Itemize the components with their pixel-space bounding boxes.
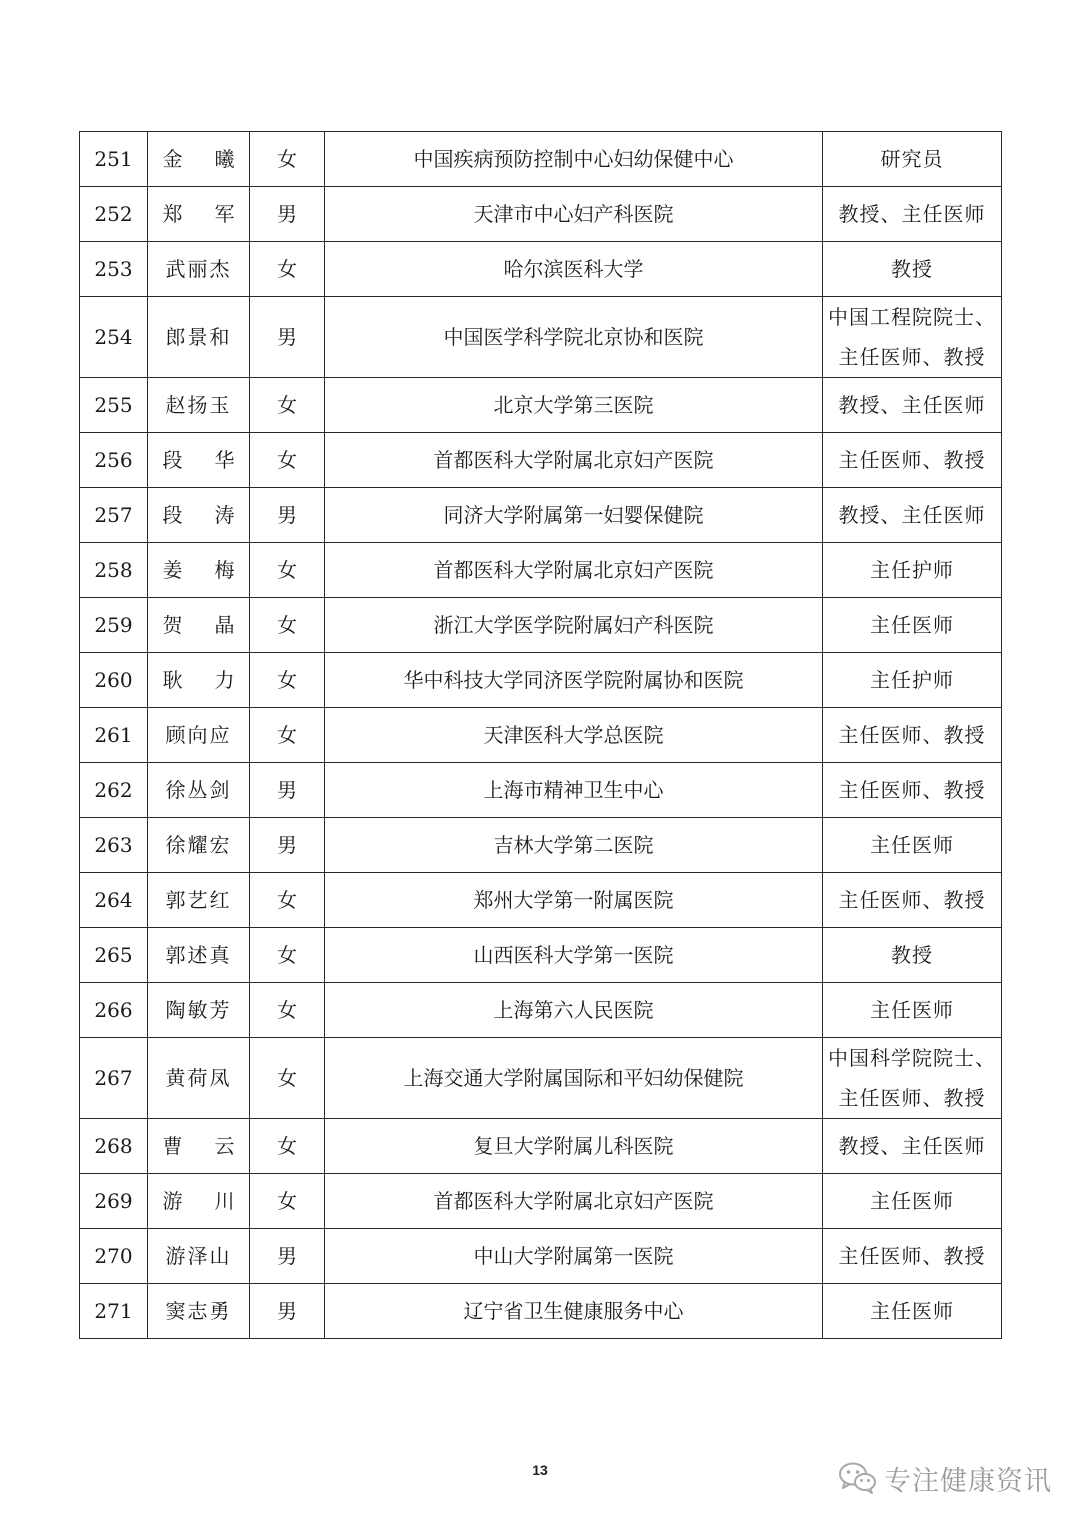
gender: 女	[250, 1174, 325, 1229]
title-line: 教授、主任医师	[838, 503, 986, 527]
professional-title	[823, 488, 1002, 543]
title-line: 主任医师、教授	[838, 448, 986, 472]
professional-title	[823, 708, 1002, 763]
row-number: 254	[80, 297, 148, 378]
gender: 男	[250, 818, 325, 873]
person-name: 郭述真	[148, 928, 250, 983]
name-char: 郑	[162, 202, 183, 226]
name-char: 金	[162, 147, 183, 171]
name-char: 军	[214, 202, 235, 226]
name-char: 晶	[214, 613, 235, 637]
title-line: 主任医师	[870, 613, 954, 637]
institution: 上海第六人民医院	[325, 983, 823, 1038]
professional-title	[823, 1038, 1002, 1119]
row-number: 258	[80, 543, 148, 598]
name-char: 段	[162, 448, 183, 472]
title-line: 主任护师	[870, 558, 954, 582]
title-line: 教授、主任医师	[838, 1134, 986, 1158]
wechat-icon	[838, 1461, 878, 1495]
institution: 辽宁省卫生健康服务中心	[325, 1284, 823, 1339]
title-line: 主任医师	[870, 833, 954, 857]
table-row	[80, 763, 1002, 818]
institution: 中山大学附属第一医院	[325, 1229, 823, 1284]
professional-title	[823, 873, 1002, 928]
table-row	[80, 818, 1002, 873]
institution: 山西医科大学第一医院	[325, 928, 823, 983]
name-char: 耿	[162, 668, 183, 692]
institution: 天津医科大学总医院	[325, 708, 823, 763]
professional-title	[823, 818, 1002, 873]
institution: 首都医科大学附属北京妇产医院	[325, 433, 823, 488]
table-row	[80, 873, 1002, 928]
person-name: 赵扬玉	[148, 378, 250, 433]
professional-title	[823, 1119, 1002, 1174]
title-line: 主任医师	[870, 998, 954, 1022]
table-row	[80, 598, 1002, 653]
person-name: 徐耀宏	[148, 818, 250, 873]
professional-title	[823, 928, 1002, 983]
person-name: 郎景和	[148, 297, 250, 378]
row-number: 263	[80, 818, 148, 873]
gender: 女	[250, 928, 325, 983]
professional-title	[823, 1174, 1002, 1229]
title-line: 研究员	[880, 147, 944, 171]
institution: 吉林大学第二医院	[325, 818, 823, 873]
professional-title	[823, 378, 1002, 433]
title-line: 主任医师、教授	[838, 1244, 986, 1268]
professional-title	[823, 543, 1002, 598]
table-row	[80, 708, 1002, 763]
person-name	[148, 1174, 250, 1229]
title-line: 主任医师	[870, 1189, 954, 1213]
person-name	[148, 1119, 250, 1174]
title-line: 主任医师、教授	[838, 888, 986, 912]
row-number: 271	[80, 1284, 148, 1339]
table-row	[80, 983, 1002, 1038]
row-number: 257	[80, 488, 148, 543]
name-char: 曹	[162, 1134, 183, 1158]
name-char: 段	[162, 503, 183, 527]
institution: 上海交通大学附属国际和平妇幼保健院	[325, 1038, 823, 1119]
professional-title	[823, 653, 1002, 708]
gender: 女	[250, 708, 325, 763]
title-line: 主任医师	[870, 1299, 954, 1323]
gender: 男	[250, 187, 325, 242]
title-line: 主任医师、教授	[838, 345, 986, 369]
table-row	[80, 378, 1002, 433]
row-number: 265	[80, 928, 148, 983]
professional-title	[823, 433, 1002, 488]
institution: 上海市精神卫生中心	[325, 763, 823, 818]
watermark-text: 专注健康资讯	[884, 1465, 1052, 1497]
institution: 天津市中心妇产科医院	[325, 187, 823, 242]
institution: 北京大学第三医院	[325, 378, 823, 433]
gender: 女	[250, 1119, 325, 1174]
person-name: 陶敏芳	[148, 983, 250, 1038]
person-name: 游泽山	[148, 1229, 250, 1284]
gender: 女	[250, 543, 325, 598]
row-number: 266	[80, 983, 148, 1038]
row-number: 264	[80, 873, 148, 928]
gender: 男	[250, 763, 325, 818]
gender: 女	[250, 1038, 325, 1119]
title-line: 主任医师、教授	[838, 1086, 986, 1110]
person-name: 徐丛剑	[148, 763, 250, 818]
person-name: 窦志勇	[148, 1284, 250, 1339]
row-number: 251	[80, 132, 148, 187]
institution: 哈尔滨医科大学	[325, 242, 823, 297]
institution: 中国疾病预防控制中心妇幼保健中心	[325, 132, 823, 187]
professional-title	[823, 297, 1002, 378]
table-row	[80, 543, 1002, 598]
professional-title	[823, 1229, 1002, 1284]
name-char: 川	[214, 1189, 235, 1213]
title-line: 主任医师、教授	[838, 778, 986, 802]
name-char: 贺	[162, 613, 183, 637]
institution: 同济大学附属第一妇婴保健院	[325, 488, 823, 543]
professional-title	[823, 1284, 1002, 1339]
gender: 女	[250, 132, 325, 187]
title-line: 中国工程院院士、	[828, 305, 996, 329]
institution: 华中科技大学同济医学院附属协和医院	[325, 653, 823, 708]
table-row	[80, 433, 1002, 488]
row-number: 270	[80, 1229, 148, 1284]
table-row	[80, 1174, 1002, 1229]
table-row	[80, 297, 1002, 378]
row-number: 260	[80, 653, 148, 708]
name-char: 曦	[214, 147, 235, 171]
person-name: 顾向应	[148, 708, 250, 763]
professional-title	[823, 763, 1002, 818]
institution: 首都医科大学附属北京妇产医院	[325, 543, 823, 598]
person-name	[148, 132, 250, 187]
roster-body	[80, 132, 1002, 1339]
professional-title	[823, 132, 1002, 187]
row-number: 269	[80, 1174, 148, 1229]
institution: 浙江大学医学院附属妇产科医院	[325, 598, 823, 653]
title-line: 教授、主任医师	[838, 393, 986, 417]
institution: 首都医科大学附属北京妇产医院	[325, 1174, 823, 1229]
person-name: 黄荷凤	[148, 1038, 250, 1119]
name-char: 华	[214, 448, 235, 472]
gender: 男	[250, 488, 325, 543]
expert-roster-table	[79, 131, 1002, 1339]
gender: 女	[250, 873, 325, 928]
table-row	[80, 187, 1002, 242]
name-char: 涛	[214, 503, 235, 527]
table-row	[80, 242, 1002, 297]
gender: 女	[250, 378, 325, 433]
title-line: 教授	[891, 257, 933, 281]
title-line: 教授、主任医师	[838, 202, 986, 226]
row-number: 255	[80, 378, 148, 433]
title-line: 教授	[891, 943, 933, 967]
institution: 中国医学科学院北京协和医院	[325, 297, 823, 378]
page-number: 13	[532, 1462, 548, 1478]
gender: 男	[250, 1284, 325, 1339]
person-name	[148, 433, 250, 488]
gender: 女	[250, 242, 325, 297]
name-char: 姜	[162, 558, 183, 582]
table-row	[80, 653, 1002, 708]
professional-title	[823, 242, 1002, 297]
row-number: 253	[80, 242, 148, 297]
person-name	[148, 653, 250, 708]
gender: 女	[250, 983, 325, 1038]
row-number: 252	[80, 187, 148, 242]
person-name	[148, 488, 250, 543]
row-number: 256	[80, 433, 148, 488]
professional-title	[823, 598, 1002, 653]
title-line: 中国科学院院士、	[828, 1046, 996, 1070]
title-line: 主任医师、教授	[838, 723, 986, 747]
row-number: 268	[80, 1119, 148, 1174]
table-row	[80, 1038, 1002, 1119]
professional-title	[823, 187, 1002, 242]
gender: 女	[250, 598, 325, 653]
table-row	[80, 488, 1002, 543]
table-row	[80, 132, 1002, 187]
title-line: 主任护师	[870, 668, 954, 692]
table-row	[80, 1284, 1002, 1339]
watermark	[838, 1458, 1052, 1498]
table-row	[80, 1119, 1002, 1174]
name-char: 游	[162, 1189, 183, 1213]
name-char: 云	[214, 1134, 235, 1158]
institution: 郑州大学第一附属医院	[325, 873, 823, 928]
table-row	[80, 928, 1002, 983]
person-name: 武丽杰	[148, 242, 250, 297]
row-number: 262	[80, 763, 148, 818]
gender: 男	[250, 1229, 325, 1284]
gender: 女	[250, 653, 325, 708]
professional-title	[823, 983, 1002, 1038]
gender: 女	[250, 433, 325, 488]
person-name: 郭艺红	[148, 873, 250, 928]
name-char: 力	[214, 668, 235, 692]
institution: 复旦大学附属儿科医院	[325, 1119, 823, 1174]
gender: 男	[250, 297, 325, 378]
name-char: 梅	[214, 558, 235, 582]
row-number: 261	[80, 708, 148, 763]
person-name	[148, 187, 250, 242]
row-number: 267	[80, 1038, 148, 1119]
person-name	[148, 598, 250, 653]
person-name	[148, 543, 250, 598]
row-number: 259	[80, 598, 148, 653]
table-row	[80, 1229, 1002, 1284]
